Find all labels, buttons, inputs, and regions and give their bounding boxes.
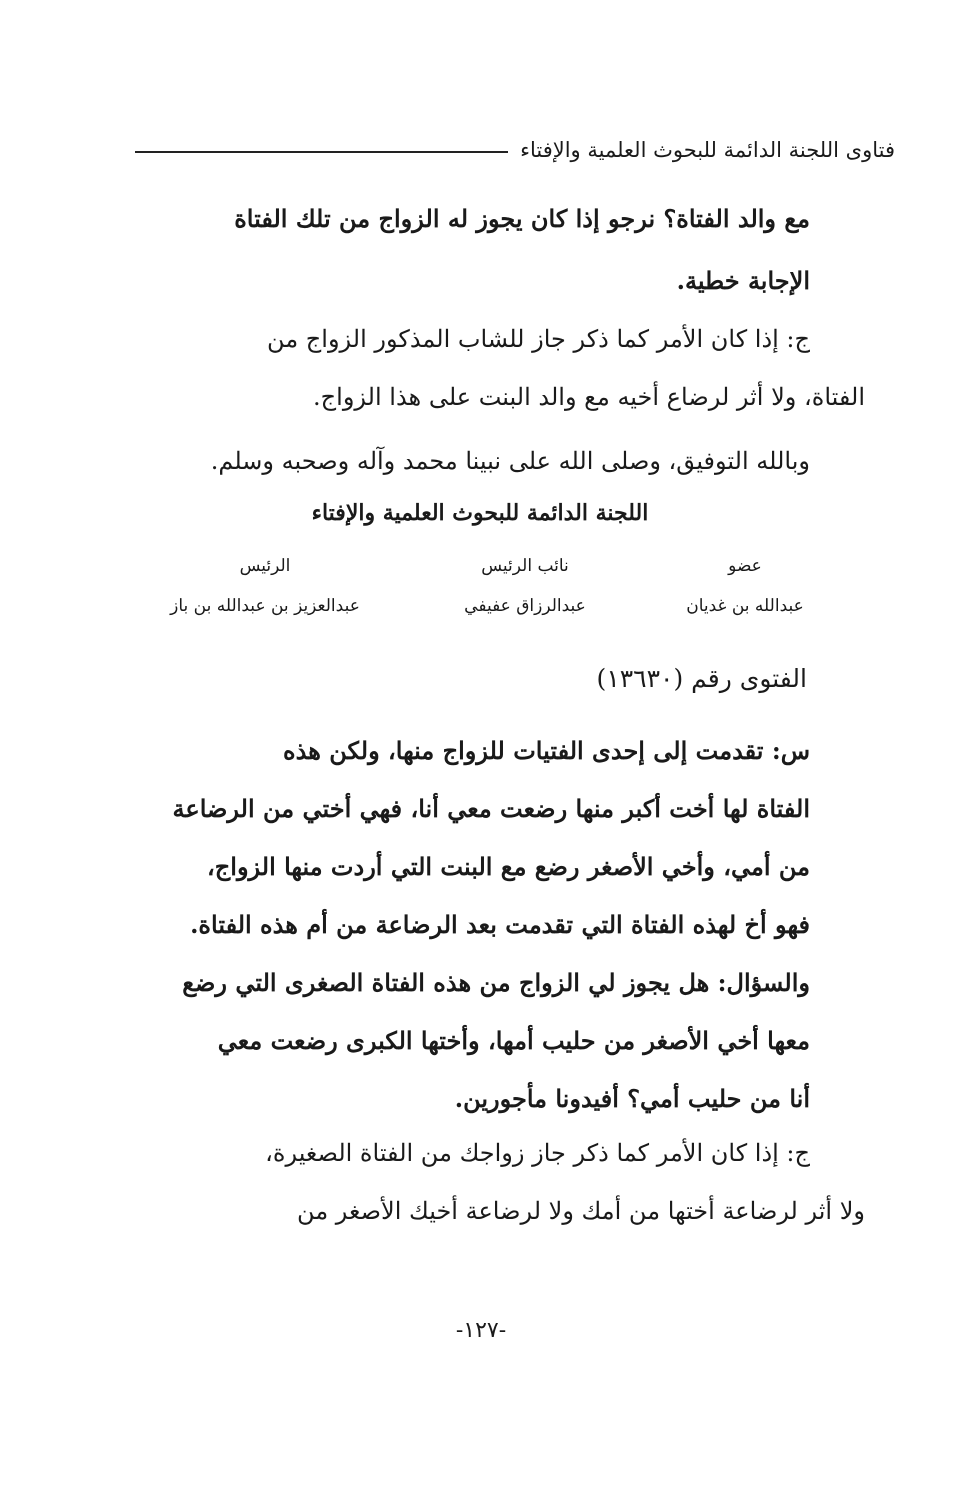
question-paragraph — [140, 722, 810, 1128]
signature-names — [140, 596, 830, 616]
paragraph-line: معها أخي الأصغر من حليب أمها، وأختها الكبرى رضعت معي — [217, 1026, 810, 1055]
title-member: عضو — [728, 556, 762, 576]
paragraph-line: من أمي، وأخي الأصغر رضع مع البنت التي أردت منها الزواج، — [207, 852, 810, 881]
continued-question — [148, 188, 810, 312]
header-title: فتاوى اللجنة الدائمة للبحوث العلمية والإفتاء — [520, 138, 895, 162]
paragraph-line: ج: إذا كان الأمر كما ذكر جاز للشاب المذكور الزواج من — [267, 325, 810, 353]
header-rule — [135, 151, 508, 153]
committee-name: اللجنة الدائمة للبحوث العلمية والإفتاء — [311, 500, 649, 526]
closing-text: وبالله التوفيق، وصلى الله على نبينا محمد وآله وصحبه وسلم. — [210, 447, 810, 475]
paragraph-line: والسؤال: هل يجوز لي الزواج من هذه الفتاة الصغرى التي رضع — [182, 968, 810, 997]
paragraph-line: س: تقدمت إلى إحدى الفتيات للزواج منها، ولكن هذه — [283, 736, 810, 765]
running-header — [135, 128, 895, 172]
paragraph-line: الإجابة خطية. — [676, 266, 810, 295]
member-name: عبدالله بن غديان — [686, 596, 804, 616]
title-president: الرئيس — [239, 556, 291, 576]
paragraph-line: مع والد الفتاة؟ نرجو إذا كان يجوز له الزواج من تلك الفتاة — [234, 204, 810, 233]
paragraph-line: ولا أثر لرضاعة أختها من أمك ولا لرضاعة أخيك الأصغر من — [297, 1197, 865, 1225]
paragraph-line: الفتاة لها أخت أكبر منها رضعت معي أنا، فهي أختي من الرضاعة — [172, 794, 810, 823]
vice-president-name: عبدالرزاق عفيفي — [464, 596, 586, 616]
paragraph-line: الفتاة، ولا أثر لرضاع أخيه مع والد البنت على هذا الزواج. — [313, 383, 865, 411]
answer-paragraph — [140, 310, 865, 426]
signature-titles — [140, 556, 830, 576]
president-name: عبدالعزيز بن عبدالله بن باز — [170, 596, 360, 616]
fatwa-number: الفتوى رقم (١٣٦٣٠) — [596, 664, 807, 693]
paragraph-line: فهو أخ لهذه الفتاة التي تقدمت بعد الرضاعة من أم هذه الفتاة. — [190, 910, 810, 939]
paragraph-line: ج: إذا كان الأمر كما ذكر جاز زواجك من الفتاة الصغيرة، — [265, 1139, 810, 1167]
answer-paragraph — [135, 1124, 865, 1240]
paragraph-line: أنا من حليب أمي؟ أفيدونا مأجورين. — [454, 1084, 810, 1113]
page-number: -١٢٧- — [455, 1318, 507, 1343]
title-vice-president: نائب الرئيس — [481, 556, 569, 576]
closing-line — [150, 436, 810, 486]
